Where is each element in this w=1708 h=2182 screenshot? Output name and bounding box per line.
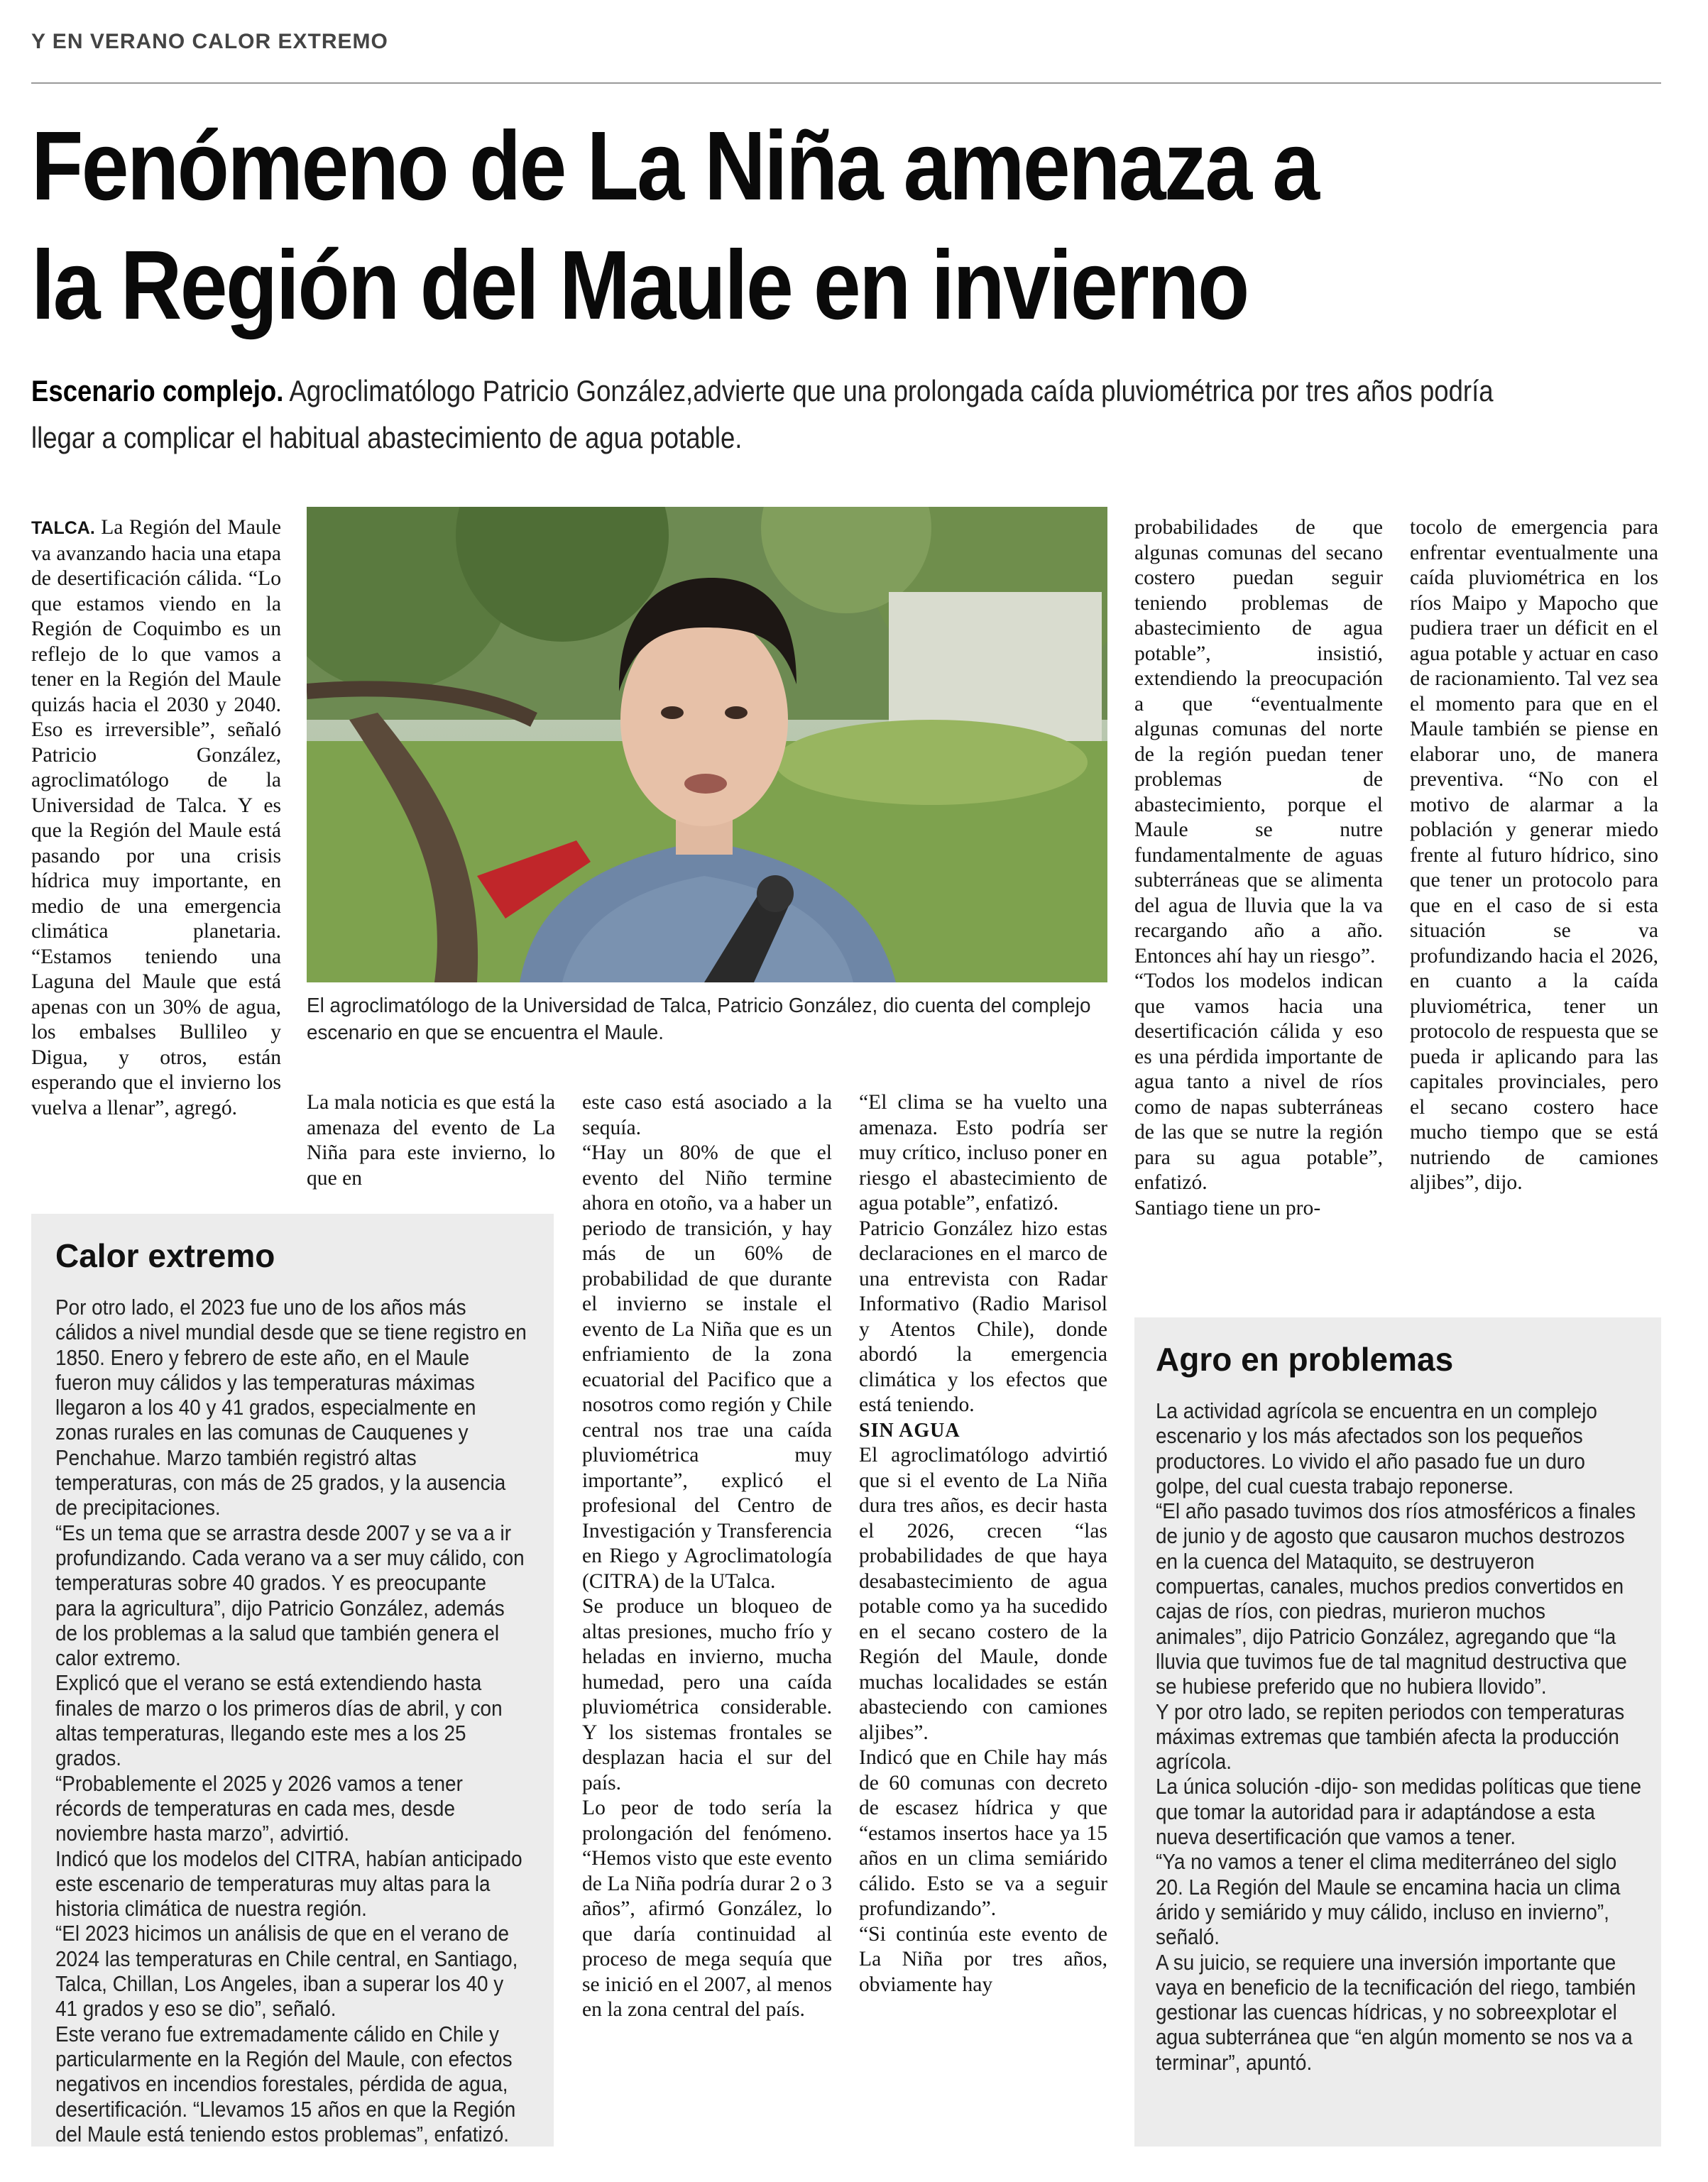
dateline: TALCA. <box>31 518 95 538</box>
photo-caption: El agroclimatólogo de la Universidad de Talca, Patricio González, dio cuenta del complejo escenario en que se encuentra el Maule. <box>307 994 1091 1044</box>
section-kicker: Y EN VERANO CALOR EXTREMO <box>31 30 388 53</box>
box-title: Agro en problemas <box>1156 1341 1454 1378</box>
headline-line-2: la Región del Maule en invierno <box>31 231 1248 340</box>
deck-line-1 <box>31 368 1637 415</box>
box-paragraph: “Ya no vamos a tener el clima mediterráneo del siglo 20. La Región del Maule se encamina hacia un clima árido y semiárido y muy cálido, incluso en invierno”, señaló. <box>1156 1849 1621 1950</box>
article-paragraph: “Todos los modelos indican que vamos hacia una desertificación cálida y eso es una pérdida importante de agua tanto a nivel de ríos como de napas subterráneas de las que se nutre la región para su agua potable”, enfatizó. <box>1134 970 1383 1194</box>
box-body <box>55 1295 528 2147</box>
article-paragraph: “El clima se ha vuelto una amenaza. Esto podría ser muy crítico, incluso poner en riesgo el abastecimiento de agua potable”, enfatizó. <box>859 1091 1107 1215</box>
article-column-3 <box>582 1090 832 2023</box>
article-column-2 <box>307 1090 555 1191</box>
headline <box>31 106 1452 345</box>
box-paragraph: Explicó que el verano se está extendiendo hasta finales de marzo o los primeros días de abril, y con altas temperaturas, llegando este mes a los 25 grados. <box>55 1670 503 1771</box>
column-6-text: tocolo de emergencia para enfrentar eventualmente una caída pluviométrica en los ríos Maipo y Mapocho que pudiera traer un déficit en el agua potable y actuar en caso de racionamiento. Tal vez sea el momento para que en el Maule también se piense en elaborar uno, de manera preventiva. “No con el motivo de alarmar a la población y generar miedo frente al futuro hídrico, sino que tener un protocolo para que en el caso de si esta situación se va profundizando hacia el 2026, en cuanto a la caída pluviométrica, tener un protocolo de respuesta que se pueda ir aplicando para las capitales provinciales, pero el secano costero hace mucho tiempo que se está nutriendo de camiones aljibes”, dijo. <box>1410 516 1658 1194</box>
article-paragraph: “Hay un 80% de que el evento del Niño termine ahora en otoño, va a haber un periodo de transición, y hay más de un 60% de probabilidad de que durante el invierno se instale el evento de La Niña que es un enfriamiento de la zona ecuatorial del Pacifico que a nosotros como región y Chile central nos trae una caída pluviométrica muy importante”, explicó el profesional del Centro de Investigación y Transferencia en Riego y Agroclimatología (CITRA) de la UTalca. <box>582 1141 832 1593</box>
article-paragraph: Indicó que en Chile hay más de 60 comunas con decreto de escasez hídrica y que “estamos insertos hace ya 15 años en un clima semiárido cálido. Esto se va a seguir profundizando”. <box>859 1746 1107 1920</box>
box-paragraph: “Es un tema que se arrastra desde 2007 y se va a ir profundizando. Cada verano va a ser muy cálido, con temperaturas sobre 40 grados. Y es preocupante para la agricultura”, dijo Patricio González, además de los problemas a la salud que también genera el calor extremo. <box>55 1520 525 1671</box>
article-paragraph: El agroclimatólogo advirtió que si el evento de La Niña dura tres años, es decir hasta el 2026, crecen “las probabilidades de que haya desabastecimiento de agua potable como ya ha sucedido en el secano costero de la Región del Maule, donde muchas localidades se están abasteciendo con camiones aljibes”. <box>859 1444 1107 1744</box>
box-paragraph: “El año pasado tuvimos dos ríos atmosféricos a finales de junio y de agosto que causaron muchos destrozos en la cuenca del Mataquito, se destruyeron compuertas, canales, muchos predios convertidos en cajas de ríos, con piedras, murieron muchos animales”, dijo Patricio González, agregando que “la lluvia que tuvimos fue de tal magnitud destructiva que se hubiese preferido que no hubiera llovido”. <box>1156 1498 1636 1699</box>
deck-lead: Escenario complejo. <box>31 374 284 407</box>
article-paragraph: Santiago tiene un pro- <box>1134 1196 1321 1219</box>
column-1-text: La Región del Maule va avanzando hacia una etapa de desertificación cálida. “Lo que estamos viendo en la Región de Coquimbo es un reflejo de lo que vamos a tener en la Región del Maule quizás hacia el 2030 y 2040. Eso es irreversible”, señaló Patricio González, agroclimatólogo de la Universidad de Talca. Y es que la Región del Maule está pasando por una crisis hídrica muy importante, en medio de una emergencia climática planetaria. “Estamos teniendo una Laguna del Maule que está apenas con un 30% de agua, los embalses Bullileo y Digua, y otros, están esperando que el invierno los vuelva a llenar”, agregó. <box>31 516 281 1119</box>
article-column-4 <box>859 1090 1107 1997</box>
box-paragraph: Este verano fue extremadamente cálido en Chile y particularmente en la Región del Maule, con efectos negativos en incendios forestales, pérdida de agua, desertificación. “Llevamos 15 años en que la Región del Maule está teniendo estos problemas”, enfatizó. <box>55 2021 516 2147</box>
box-body <box>1156 1398 1641 2075</box>
deck-text-1: Agroclimatólogo Patricio González,advierte que una prolongada caída pluviométrica por tres años podría <box>283 374 1494 407</box>
column-2-text: La mala noticia es que está la amenaza del evento de La Niña para este invierno, lo que en <box>307 1091 555 1190</box>
article-paragraph: Lo peor de todo sería la prolongación del fenómeno. “Hemos visto que este evento de La Niña podría durar 2 o 3 años”, afirmó González, lo que daría continuidad al proceso de mega sequía que se inició en el 2007, al menos en la zona central del país. <box>582 1797 832 2021</box>
deck-line-2: llegar a complicar el habitual abastecimiento de agua potable. <box>31 421 743 454</box>
box-paragraph: Indicó que los modelos del CITRA, habían anticipado este escenario de temperaturas muy altas para la historia climática de nuestra región. <box>55 1846 522 1921</box>
article-column-1 <box>31 515 281 1121</box>
article-paragraph: este caso está asociado a la sequía. <box>582 1091 832 1139</box>
article-column-5 <box>1134 515 1383 1221</box>
article-paragraph: Patricio González hizo estas declaraciones en el marco de una entrevista con Radar Informativo (Radio Marisol y Atentos Chile), donde abordó la emergencia climática y los efectos que está teniendo. <box>859 1217 1107 1416</box>
box-paragraph: Y por otro lado, se repiten periodos con temperaturas máximas extremas que también afecta la producción agrícola. <box>1156 1699 1625 1775</box>
article-column-6 <box>1410 515 1658 1196</box>
article-photo <box>307 507 1107 982</box>
article-paragraph: probabilidades de que algunas comunas del secano costero puedan seguir teniendo problemas de abastecimiento de agua potable”, insistió, extendiendo la preocupación a que “eventualmente algunas comunas del norte de la región puedan tener problemas de abastecimiento, porque el Maule se nutre fundamentalmente de aguas subterráneas que se alimenta del agua de lluvia que la va recargando año a año. Entonces ahí hay un riesgo”. <box>1134 516 1383 967</box>
box-paragraph: Por otro lado, el 2023 fue uno de los años más cálidos a nivel mundial desde que se tiene registro en 1850. Enero y febrero de este año, en el Maule fueron muy cálidos y las temperaturas máximas llegaron a los 40 y 41 grados, especialmente en zonas rurales en las comunas de Cauquenes y Penchahue. Marzo también registró altas temperaturas, con más de 25 grados, y la ausencia de precipitaciones. <box>55 1295 527 1520</box>
header-rule <box>31 82 1661 84</box>
box-paragraph: “El 2023 hicimos un análisis de que en el verano de 2024 las temperaturas en Chile central, en Santiago, Talca, Chillan, Los Angeles, iban a superar los 40 y 41 grados y eso se dio”, señaló. <box>55 1921 518 2022</box>
headline-line-1: Fenómeno de La Niña amenaza a <box>31 111 1318 221</box>
portrait-illustration <box>307 507 1107 982</box>
article-paragraph: “Si continúa este evento de La Niña por tres años, obviamente hay <box>859 1922 1107 1996</box>
box-paragraph: “Probablemente el 2025 y 2026 vamos a tener récords de temperaturas en cada mes, desde noviembre hasta marzo”, advirtió. <box>55 1770 463 1846</box>
article-paragraph <box>31 515 281 1121</box>
box-paragraph: La actividad agrícola se encuentra en un complejo escenario y los más afectados son los pequeños productores. Lo vivido el año pasado fue un duro golpe, del cual cuesta trabajo reponerse. <box>1156 1398 1597 1498</box>
subhead-sin-agua: SIN AGUA <box>859 1419 960 1442</box>
deck <box>31 368 1637 461</box>
box-title: Calor extremo <box>55 1237 275 1274</box>
box-paragraph: La única solución -dijo- son medidas políticas que tiene que tomar la autoridad para ir adaptándose a esta nueva desertificación que vamos a tener. <box>1156 1774 1641 1850</box>
sidebar-box-calor-extremo <box>31 1214 554 2147</box>
box-paragraph: A su juicio, se requiere una inversión importante que vaya en beneficio de la tecnificación del riego, también gestionar las cuencas hídricas, y no sobreexplotar el agua subterránea que “en algún momento se nos va a terminar”, apuntó. <box>1156 1949 1636 2075</box>
article-paragraph: Se produce un bloqueo de altas presiones, mucho frío y heladas en invierno, mucha humedad, pero una caída pluviométrica considerable. Y los sistemas frontales se desplazan hacia el sur del país. <box>582 1595 832 1794</box>
sidebar-box-agro-en-problemas <box>1134 1317 1661 2147</box>
